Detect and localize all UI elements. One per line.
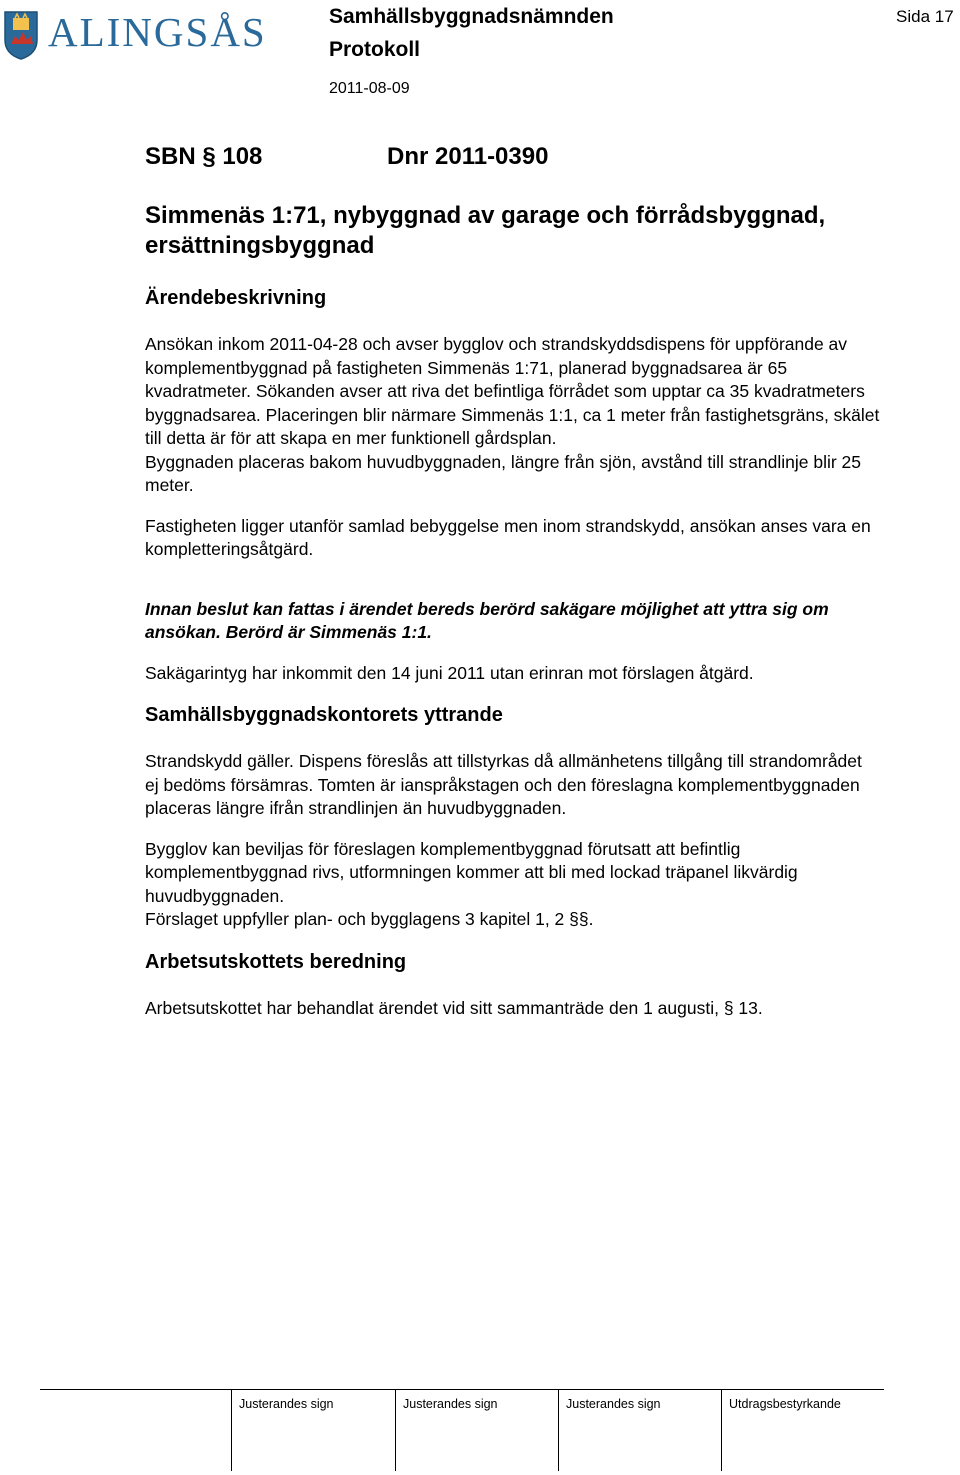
notice-paragraph: Innan beslut kan fattas i ärendet bereds berörd sakägare möjlighet att yttra sig om ansökan. Berörd är Simmenäs 1:1. xyxy=(145,598,829,642)
committee-preparation-paragraph: Arbetsutskottet har behandlat ärendet vid sitt sammanträde den 1 augusti, § 13. xyxy=(145,997,763,1018)
signature-cell xyxy=(558,1389,721,1471)
description-paragraph: Byggnaden placeras bakom huvudbyggnaden, längre från sjön, avstånd till strandlinje blir 25 meter. xyxy=(145,451,862,495)
cell-divider xyxy=(721,1389,722,1471)
case-dnr: Dnr 2011-0390 xyxy=(387,143,549,170)
case-paragraph-number: SBN § 108 xyxy=(145,143,263,170)
document-type: Protokoll xyxy=(329,38,421,61)
extract-certification-cell xyxy=(721,1389,884,1471)
signature-cell xyxy=(395,1389,558,1471)
page-number: Sida 17 xyxy=(896,7,954,26)
description-paragraph: Fastigheten ligger utanför samlad bebyggelse men inom strandskydd, ansökan anses vara en kompletteringsåtgärd. xyxy=(145,515,871,559)
case-title: Simmenäs 1:71, nybyggnad av garage och förrådsbyggnad, ersättningsbyggnad xyxy=(145,202,826,259)
office-statement-paragraph: Bygglov kan beviljas för föreslagen komplementbyggnad förutsatt att befintlig komplementbyggnad rivs, utformningen kommer att bli med lockad träpanel likvärdig huvudbyggnaden. xyxy=(145,838,798,906)
case-reference xyxy=(145,143,880,171)
description-paragraph: Ansökan inkom 2011-04-28 och avser bygglov och strandskyddsdispens för uppförande av komplementbyggnad på fastigheten Simmenäs 1:71, planerad byggnadsarea är 65 kvadratmeter. Sökanden avser att riva det befintliga förrådet som upptar ca 35 kvadratmeters byggnadsarea. Placeringen blir närmare Simmenäs 1:1, ca 1 meter från fastighetsgräns, skälet till detta är för att skapa en mer funktionell gårdsplan. xyxy=(145,334,880,448)
cell-divider xyxy=(231,1389,232,1471)
coat-of-arms-icon xyxy=(3,10,39,60)
signature-label: Justerandes sign xyxy=(403,1397,498,1411)
description-heading: Ärendebeskrivning xyxy=(145,287,327,309)
cell-divider xyxy=(395,1389,396,1471)
office-statement-paragraph: Förslaget uppfyller plan- och bygglagens 3 kapitel 1, 2 §§. xyxy=(145,909,594,929)
committee-preparation-heading: Arbetsutskottets beredning xyxy=(145,950,407,973)
committee-name: Samhällsbyggnadsnämnden xyxy=(329,5,614,28)
signature-cell xyxy=(231,1389,395,1471)
signature-label: Justerandes sign xyxy=(239,1397,334,1411)
municipality-logo xyxy=(0,8,267,64)
logo-wordmark: ALINGSÅS xyxy=(48,9,267,55)
certificate-paragraph: Sakägarintyg har inkommit den 14 juni 2011 utan erinran mot förslagen åtgärd. xyxy=(145,662,754,683)
office-statement-heading: Samhällsbyggnadskontorets yttrande xyxy=(145,704,503,726)
extract-certification-label: Utdragsbestyrkande xyxy=(729,1397,841,1411)
cell-divider xyxy=(558,1389,559,1471)
document-body xyxy=(145,143,880,1020)
meeting-date: 2011-08-09 xyxy=(329,80,410,97)
signature-label: Justerandes sign xyxy=(566,1397,661,1411)
office-statement-paragraph: Strandskydd gäller. Dispens föreslås att tillstyrkas då allmänhetens tillgång till strandområdet ej bedöms försämras. Tomten är ianspråkstagen och den föreslagna komplementbyggnaden placeras längre ifrån strandlinjen än huvudbyggnaden. xyxy=(145,751,862,818)
